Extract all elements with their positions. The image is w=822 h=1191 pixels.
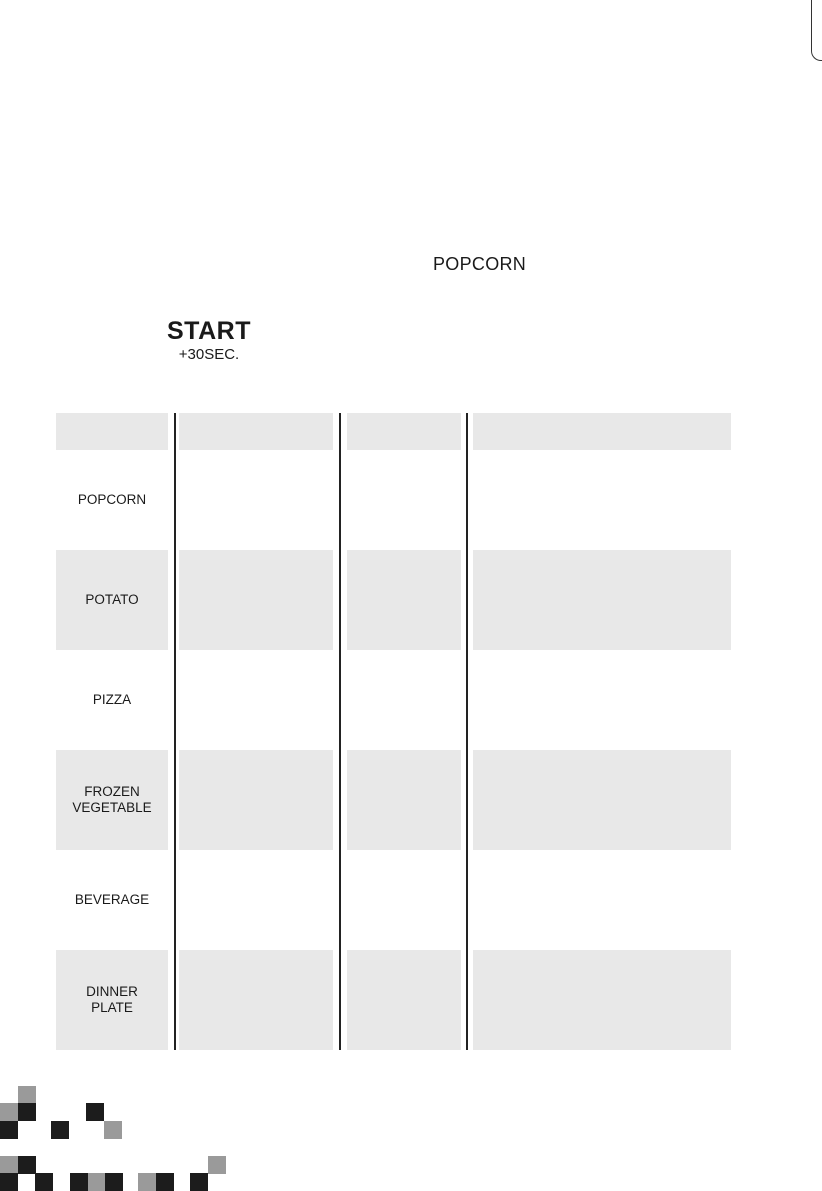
header-cell	[56, 413, 168, 450]
notes-cell	[473, 550, 731, 650]
table-row	[56, 450, 731, 550]
column-divider	[466, 413, 468, 1050]
column-divider	[339, 413, 341, 1050]
amount-cell	[179, 650, 333, 750]
table-row	[56, 650, 731, 750]
column-divider	[174, 413, 176, 1050]
table-row	[56, 950, 731, 1050]
food-label: FROZEN VEGETABLE	[72, 784, 152, 815]
food-label: POPCORN	[77, 492, 147, 507]
table-row	[56, 750, 731, 850]
food-label: POTATO	[85, 592, 139, 607]
amount-cell	[179, 850, 333, 950]
time-cell	[347, 550, 461, 650]
amount-cell	[179, 450, 333, 550]
food-label: PIZZA	[92, 692, 132, 707]
food-label: DINNER PLATE	[86, 984, 138, 1015]
notes-cell	[473, 950, 731, 1050]
time-cell	[347, 850, 461, 950]
time-cell	[347, 450, 461, 550]
notes-cell	[473, 650, 731, 750]
notes-cell	[473, 750, 731, 850]
start-key-main: START	[167, 317, 251, 345]
amount-cell	[179, 550, 333, 650]
time-cell	[347, 750, 461, 850]
table-row	[56, 550, 731, 650]
time-cell	[347, 650, 461, 750]
amount-cell	[179, 750, 333, 850]
start-key-label	[166, 316, 252, 364]
popcorn-key-label: POPCORN	[433, 254, 527, 274]
notes-cell	[473, 850, 731, 950]
header-cell	[473, 413, 731, 450]
time-cell	[347, 950, 461, 1050]
amount-cell	[179, 950, 333, 1050]
header-cell	[179, 413, 333, 450]
start-key-sub: +30SEC.	[178, 346, 240, 363]
header-cell	[347, 413, 461, 450]
table-row	[56, 850, 731, 950]
notes-cell	[473, 450, 731, 550]
page-edge-decoration	[811, 0, 822, 61]
auto-cook-table	[56, 413, 731, 1050]
table-header-row	[56, 413, 731, 450]
food-label: BEVERAGE	[74, 892, 150, 907]
